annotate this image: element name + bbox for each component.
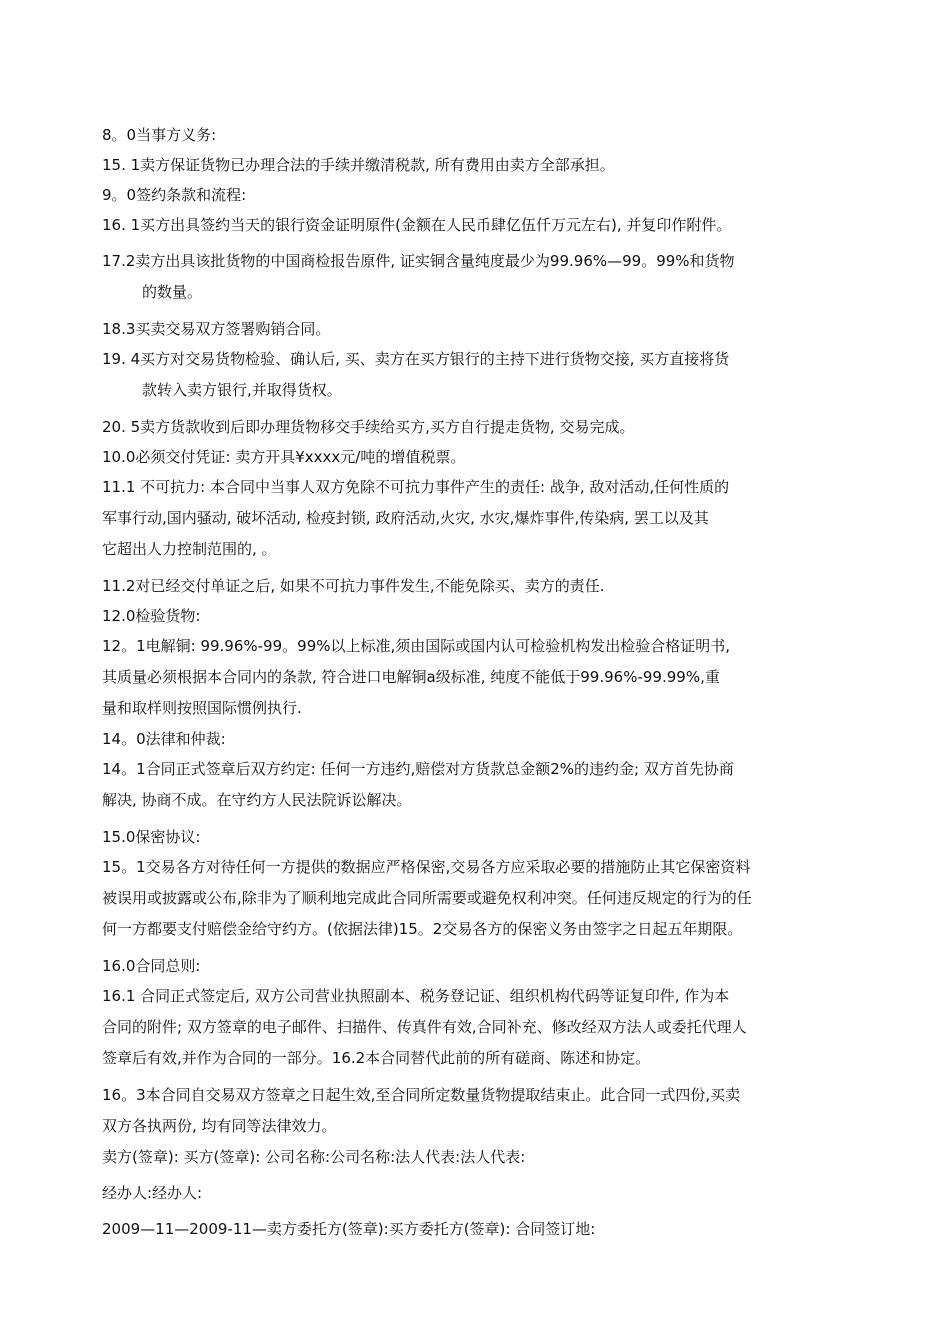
clause-line: 12。1电解铜: 99.96%-99。99%以上标准,须由国际或国内认可检验机构发出检验合格证明书, (102, 637, 731, 655)
clause-line: 16。3本合同自交易双方签章之日起生效,至合同所定数量货物提取结束止。此合同一式四份,买卖 (102, 1086, 741, 1104)
clause (102, 852, 862, 945)
document-body (102, 120, 862, 1244)
clause-line: 19. 4买方对交易货物检验、确认后, 买、卖方在买方银行的主持下进行货物交接, 买方直接将货 (102, 350, 730, 368)
clause-line: 15。1交易各方对待任何一方提供的数据应严格保密,交易各方应采取必要的措施防止其它保密资料 (102, 858, 751, 876)
clause-line: 军事行动,国内骚动, 破坏活动, 检疫封锁, 政府活动,火灾, 水灾,爆炸事件,传染病, 罢工以及其 (102, 509, 709, 527)
signature-line: 卖方(签章): 买方(签章): 公司名称:公司名称:法人代表:法人代表: (102, 1148, 526, 1166)
section-heading: 12.0检验货物: (102, 607, 201, 625)
clause: 20. 5卖方货款收到后即办理货物移交手续给买方,买方自行提走货物, 交易完成。 (102, 418, 635, 436)
clause-line: 合同的附件; 双方签章的电子邮件、扫描件、传真件有效,合同补充、修改经双方法人或委托代理人 (102, 1018, 747, 1036)
clause-line: 签章后有效,并作为合同的一部分。16.2本合同替代此前的所有磋商、陈述和协定。 (102, 1049, 651, 1067)
clause (102, 1080, 862, 1142)
clause (102, 631, 862, 724)
clause-line: 其质量必须根据本合同内的条款, 符合进口电解铜a级标准, 纯度不能低于99.96%-99.99%,重 (102, 668, 720, 686)
clause-line: 的数量。 (142, 283, 203, 301)
section-heading: 15.0保密协议: (102, 828, 201, 846)
clause-line: 11.1 不可抗力: 本合同中当事人双方免除不可抗力事件产生的责任: 战争, 敌对活动,任何性质的 (102, 478, 730, 496)
clause (102, 472, 862, 565)
clause-line: 解决, 协商不成。在守约方人民法院诉讼解决。 (102, 791, 412, 809)
section-heading: 9。0签约条款和流程: (102, 186, 247, 204)
clause-line: 量和取样则按照国际惯例执行. (102, 699, 302, 717)
signature-line: 2009—11—2009-11—卖方委托方(签章):买方委托方(签章): 合同签订地: (102, 1220, 596, 1238)
section-heading: 8。0当事方义务: (102, 126, 217, 144)
clause-line: 款转入卖方银行,并取得货权。 (142, 381, 342, 399)
signature-line: 经办人:经办人: (102, 1184, 203, 1202)
clause: 10.0必须交付凭证: 卖方开具¥xxxx元/吨的增值税票。 (102, 448, 466, 466)
clause-line: 何一方都要支付赔偿金给守约方。(依据法律)15。2交易各方的保密义务由签字之日起五年期限。 (102, 920, 743, 938)
clause (102, 754, 862, 816)
clause (102, 981, 862, 1074)
clause-line: 双方各执两份, 均有同等法律效力。 (102, 1117, 337, 1135)
clause-line: 被误用或披露或公布,除非为了顺利地完成此合同所需要或避免权利冲突。任何违反规定的行为的任 (102, 889, 752, 907)
clause-line: 它超出人力控制范围的, 。 (102, 540, 277, 558)
section-heading: 14。0法律和仲裁: (102, 730, 226, 748)
clause-line: 16.1 合同正式签定后, 双方公司营业执照副本、税务登记证、组织机构代码等证复印件, 作为本 (102, 987, 730, 1005)
clause: 11.2对已经交付单证之后, 如果不可抗力事件发生,不能免除买、卖方的责任. (102, 577, 605, 595)
section-heading: 16.0合同总则: (102, 957, 201, 975)
clause (102, 344, 862, 406)
clause: 16. 1买方出具签约当天的银行资金证明原件(金额在人民币肆亿伍仟万元左右), 并复印作附件。 (102, 216, 732, 234)
clause (102, 246, 862, 308)
clause: 18.3买卖交易双方签署购销合同。 (102, 320, 331, 338)
clause-line: 17.2卖方出具该批货物的中国商检报告原件, 证实铜含量纯度最少为99.96%—99。99%和货物 (102, 252, 735, 270)
clause: 15. 1卖方保证货物已办理合法的手续并缴清税款, 所有费用由卖方全部承担。 (102, 156, 615, 174)
clause-line: 14。1合同正式签章后双方约定: 任何一方违约,赔偿对方货款总金额2%的违约金; 双方首先协商 (102, 760, 734, 778)
